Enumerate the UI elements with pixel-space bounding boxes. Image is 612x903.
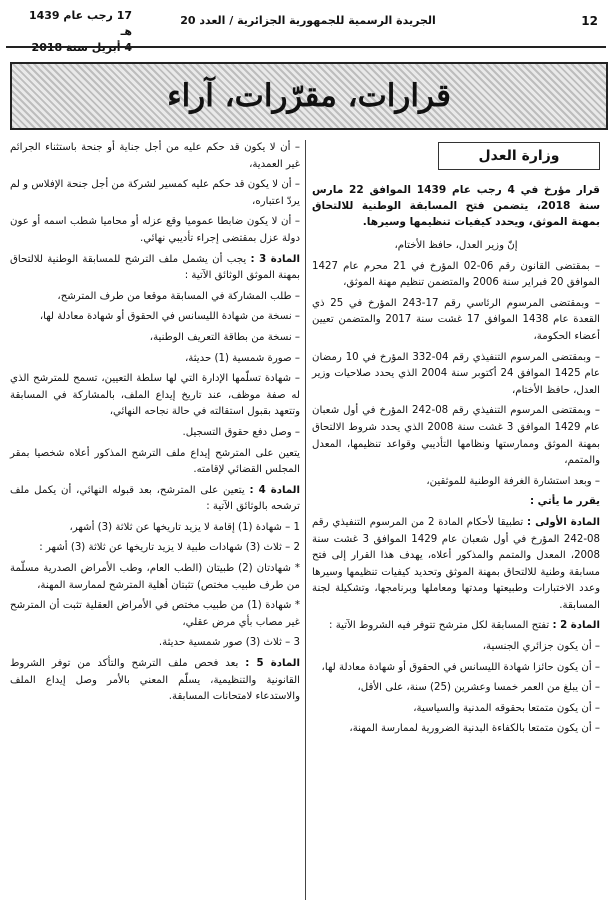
- decree-title: قرار مؤرخ في 4 رجب عام 1439 الموافق 22 مارس سنة 2018، يتضمن فتح المسابقة الوطنية للالتحاق بمهنة الموثق، ويحدد كيفيات تنظيمها وسيرها.: [312, 184, 600, 228]
- article-5-text: بعد فحص ملف الترشح والتأكد من توفر الشروط القانونية والتنظيمية، يسلّم المعني بالأمر وصل إيداع الملف والاستدعاء لامتحانات المسابقة.: [10, 658, 300, 703]
- extra-doc-4: * شهادة (1) من طبيب مختص في الأمراض العقلية تثبت أن المترشح غير مصاب بأي مرض عقلي،: [10, 600, 300, 628]
- extra-doc-2: 2 – ثلاث (3) شهادات طبية لا يزيد تاريخها عن ثلاثة (3) أشهر :: [39, 542, 300, 554]
- hijri-date: 17 رجب عام 1439 هـ: [28, 9, 132, 38]
- extra-doc-1: 1 – شهادة (1) إقامة لا يزيد تاريخها عن ثلاثة (3) أشهر،: [69, 521, 300, 533]
- article-3-text: يجب أن يشمل ملف الترشح للمسابقة الوطنية للالتحاق بمهنة الموثق الوثائق الآتية :: [10, 253, 300, 282]
- condition-4: – أن يكون متمتعا بحقوقه المدنية والسياسية،: [413, 702, 600, 714]
- left-column: [10, 140, 300, 710]
- article-2: [312, 618, 600, 635]
- decides-heading: يقرر ما يأتي :: [530, 496, 600, 508]
- condition-5: – أن يكون متمتعا بالكفاءة البدنية الضرورية لممارسة المهنة،: [349, 723, 600, 735]
- right-column: [312, 140, 600, 742]
- condition-8: – أن لا يكون ضابطا عموميا وقع عزله أو محاميا شطب اسمه أو عون دولة عزل بمقتضى إجراء تأديبي نهائي.: [10, 216, 300, 244]
- document-3: – نسخة من بطاقة التعريف الوطنية،: [149, 331, 300, 343]
- document-6: – وصل دفع حقوق التسجيل.: [182, 426, 300, 438]
- condition-2: – أن يكون حائزا شهادة الليسانس في الحقوق أو شهادة معادلة لها،: [321, 661, 600, 673]
- article-4-label: المادة 4 :: [249, 484, 300, 496]
- condition-1: – أن يكون جزائري الجنسية،: [482, 641, 600, 653]
- intro-line: إنّ وزير العدل، حافظ الأختام،: [394, 240, 518, 251]
- article-4: [10, 483, 300, 516]
- article-4-text: يتعين على المترشح، بعد قبوله النهائي، أن يكمل ملف ترشحه بالوثائق الآتية :: [10, 484, 300, 513]
- visa-1: – بمقتضى القانون رقم 06-02 المؤرخ في 21 محرم عام 1427 الموافق 20 فبراير سنة 2006 والمتضمن تنظيم مهنة الموثق،: [312, 260, 600, 289]
- article-3-label: المادة 3 :: [250, 253, 300, 265]
- header-rule: [6, 46, 606, 48]
- journal-title: الجريدة الرسمية للجمهورية الجزائرية / العدد 20: [180, 14, 436, 27]
- visa-4: – وبمقتضى المرسوم التنفيذي رقم 08-242 المؤرخ في أول شعبان عام 1429 الموافق 3 غشت سنة 2008 الذي يحدد شروط الالتحاق بمهنة الموثق وممارستها ونظامها التأديبي وقواعد تنظيمها، المعدل والمتمم،: [312, 405, 600, 467]
- article-2-text: تفتح المسابقة لكل مترشح تتوفر فيه الشروط الآتية :: [329, 620, 550, 632]
- section-banner: [10, 62, 608, 130]
- article-3: [10, 252, 300, 285]
- ministry-heading: وزارة العدل: [438, 142, 600, 170]
- visa-3: – وبمقتضى المرسوم التنفيذي رقم 04-332 المؤرخ في 10 رمضان عام 1425 الموافق 24 أكتوبر سنة 2004 الذي يحدد صلاحيات وزير العدل، حافظ الأختام،: [312, 351, 600, 396]
- document-5: – شهادة تسلّمها الإدارة التي لها سلطة التعيين، تسمح للمترشح الذي له صفة موظف، عند تاريخ إيداع الملف، بالمشاركة في المسابقة وتتعهد بقبول استقالته في حالة نجاحه النهائي،: [10, 373, 300, 418]
- article-5: [10, 656, 300, 706]
- article-2-label: المادة 2 :: [552, 620, 600, 632]
- article-1-label: المادة الأولى :: [527, 516, 600, 528]
- banner-title: قرارات، مقرّرات، آراء: [167, 78, 451, 114]
- extra-doc-5: 3 – ثلاث (3) صور شمسية حديثة.: [158, 637, 300, 649]
- deposit-note: يتعين على المترشح إيداع ملف الترشح المذكور أعلاه شخصيا بمقر المجلس القضائي لإقامته.: [10, 447, 300, 476]
- page-header: [8, 8, 604, 54]
- article-5-label: المادة 5 :: [245, 658, 300, 670]
- document-2: – نسخة من شهادة الليسانس في الحقوق أو شهادة معادلة لها،: [39, 311, 300, 323]
- document-4: – صورة شمسية (1) حديثة،: [184, 352, 300, 364]
- article-1-text: تطبيقا لأحكام المادة 2 من المرسوم التنفيذي رقم 08-242 المؤرخ في أول شعبان عام 1429 الموافق 3 غشت سنة 2008، المعدل والمتمم والمذكور أعلاه، يهدف هذا القرار إلى فتح مسابقة وطنية للالتحاق بمهنة الموثق وتحديد كيفيات تنظيمها وسيرها وعدد الاختبارات وطبيعتها ومدتها ومعاملها وبرنامجها، وتشكيلة لجنة المسابقة.: [312, 516, 600, 611]
- extra-doc-3: * شهادتان (2) طبيتان (الطب العام، وطب الأمراض الصدرية مسلّمة من طرف طبيب مختص) تثبتان أهلية المترشح لممارسة المهنة،: [10, 563, 300, 591]
- condition-6: – أن لا يكون قد حكم عليه من أجل جناية أو جنحة باستثناء الجرائم غير العمدية،: [10, 142, 300, 170]
- column-divider: [305, 140, 306, 900]
- condition-7: – أن لا يكون قد حكم عليه كمسير لشركة من أجل جنحة الإفلاس و لم يردّ اعتباره،: [10, 179, 300, 207]
- condition-3: – أن يبلغ من العمر خمسا وعشرين (25) سنة، على الأقل،: [357, 682, 600, 694]
- document-1: – طلب المشاركة في المسابقة موقعا من طرف المترشح،: [57, 290, 300, 302]
- page-number: 12: [581, 14, 598, 28]
- visa-2: – وبمقتضى المرسوم الرئاسي رقم 17-243 المؤرخ في 25 ذي القعدة عام 1438 الموافق 17 غشت سنة 2017 والمتضمن تعيين أعضاء الحكومة،: [312, 297, 600, 342]
- visa-5: – وبعد استشارة الغرفة الوطنية للموثقين،: [426, 475, 600, 487]
- article-1: [312, 515, 600, 615]
- gregorian-date: 4 أبريل سنة 2018: [31, 41, 132, 54]
